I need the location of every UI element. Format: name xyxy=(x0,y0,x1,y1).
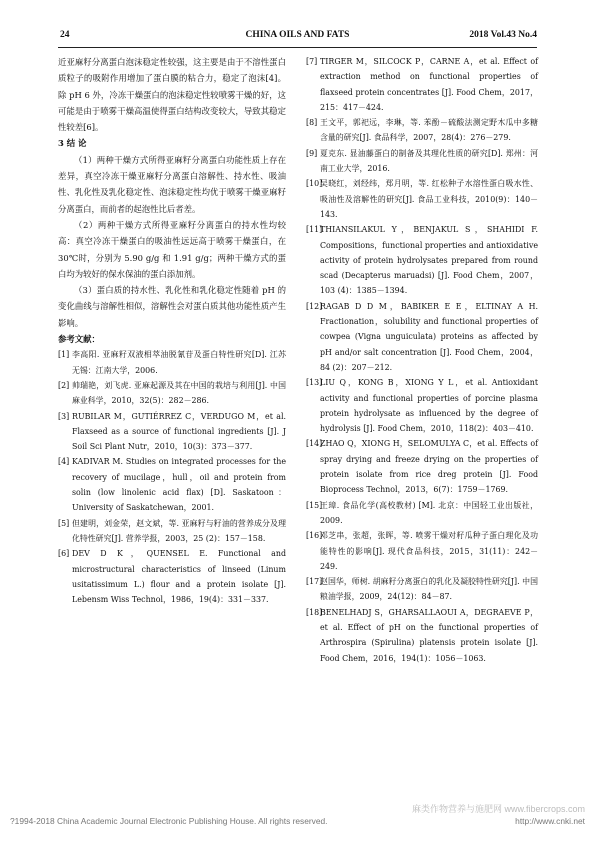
reference-item xyxy=(58,409,286,455)
reference-number: [14] xyxy=(306,439,323,449)
reference-item xyxy=(306,146,538,177)
reference-item xyxy=(306,54,538,115)
reference-text: 吴晓红，刘经纬，郑月明，等. 红松种子水溶性蛋白吸水性、吸油性及溶解性的研究[J]. 食品工业科技，2010(9)：140－143. xyxy=(320,179,538,219)
reference-number: [7] xyxy=(306,57,318,66)
references-heading: 参考文献： xyxy=(58,334,100,345)
reference-text: 王璋. 食品化学(高校教材) [M]. 北京：中国轻工业出版社，2009. xyxy=(320,500,538,525)
reference-item xyxy=(306,436,538,497)
reference-number: [10] xyxy=(306,179,323,189)
watermark: 麻类作物营养与施肥网 www.fibercrops.com xyxy=(411,804,585,814)
reference-number: [12] xyxy=(306,301,323,311)
reference-number: [13] xyxy=(306,378,323,388)
reference-number: [9] xyxy=(306,148,318,158)
reference-item xyxy=(306,299,538,375)
conclusion-item-1: （1）两种干燥方式所得亚麻籽分离蛋白功能性质上存在差异，真空冷冻干燥亚麻籽分离蛋白溶解性、持水性、吸油性、乳化性及乳化稳定性、泡沫稳定性均优于喷雾干燥亚麻籽分离蛋白，而前者的起泡性比后者差。 xyxy=(58,154,286,214)
reference-number: [11] xyxy=(306,225,323,235)
reference-number: [17] xyxy=(306,577,323,587)
reference-item xyxy=(306,222,538,298)
reference-text: RUBILAR M，GUTIÉRREZ C，VERDUGO M，et al. Flaxseed as a source of functional ingredients [J]. J Soil Sci Plant Nutr，2010，10(3)：373－377. xyxy=(72,411,286,452)
reference-text: 王文平，郭祀远，李琳，等. 苯酚－硫酸法测定野木瓜中多糖含量的研究[J]. 食品科学，2007，28(4)：276－279. xyxy=(320,118,538,143)
reference-text: DEV D K，QUENSEL E. Functional and microstructural characteristics of linseed (Linum usitatissimum L.) flour and a protein isolate [J]. Lebensm Wiss Technol，1986，19(4)：331－337. xyxy=(72,549,286,605)
reference-text: 夏克东. 显油藤蛋白的制备及其理化性质的研究[D]. 郑州：河南工业大学，2016. xyxy=(320,148,538,174)
reference-number: [16] xyxy=(306,531,323,541)
reference-number: [3] xyxy=(58,411,70,421)
reference-text: LIU Q，KONG B，XIONG Y L，et al. Antioxidant activity and functional properties of porcine plasma protein hydrolysate as influenced by the degree of hydrolysis [J]. Food Chem，2010，118(2)：403－410. xyxy=(320,378,538,434)
reference-text: RAGAB D D M，BABIKER E E，ELTINAY A H. Fractionation，solubility and functional properties of cowpea (Vigna unguiculata) proteins as affected by pH and/or salt concentration [J]. Food Chem，2004，84 (2)：207－212. xyxy=(320,301,538,372)
reference-list-right xyxy=(306,54,538,666)
reference-number: [18] xyxy=(306,607,323,617)
conclusion-item-2: （2）两种干燥方式所得亚麻籽分离蛋白的持水性均较高：真空冷冻干燥蛋白的吸油性远远高于喷雾干燥蛋白，在 30℃时，分别为 5.90 g/g 和 1.91 g/g；两种干燥方式的蛋白均为较好的保水保油的蛋白添加剂。 xyxy=(58,219,286,279)
reference-text: ZHAO Q，XIONG H，SELOMULYA C，et al. Effects of spray drying and freeze drying on the properties of protein isolate from rice dreg protein [J]. Food Bioprocess Technol，2013，6(7)：1759－1769. xyxy=(320,439,538,495)
reference-list-left xyxy=(58,347,286,607)
reference-item xyxy=(58,378,286,409)
page-number: 24 xyxy=(60,30,70,40)
reference-item xyxy=(58,516,286,547)
reference-text: 帅瑞艳，刘飞虎. 亚麻起源及其在中国的栽培与利用[J]. 中国麻业科学，2010，32(5)：282－286. xyxy=(72,380,286,406)
reference-item xyxy=(306,115,538,146)
reference-item xyxy=(306,528,538,574)
reference-text: BENELHADJ S，GHARSALLAOUI A，DEGRAEVE P，et al. Effect of pH on the functional properties of Arthrospira (Spirulina) platensis protein isolate [J]. Food Chem，2016，194(1)：1056－1063. xyxy=(320,607,538,663)
reference-item xyxy=(306,375,538,436)
reference-item xyxy=(306,574,538,605)
page-footer xyxy=(10,804,585,832)
left-column xyxy=(58,54,286,607)
reference-item xyxy=(58,454,286,515)
volume-issue: 2018 Vol.43 No.4 xyxy=(469,30,537,40)
section-heading-conclusion: 3 结 论 xyxy=(58,138,87,149)
journal-title: CHINA OILS AND FATS xyxy=(245,30,350,40)
conclusion-item-3: （3）蛋白质的持水性、乳化性和乳化稳定性随着 pH 的变化曲线与溶解性相似，溶解性会对蛋白质其他功能性质产生影响。 xyxy=(58,285,286,328)
reference-number: [4] xyxy=(58,457,70,467)
site-link[interactable]: http://www.cnki.net xyxy=(515,816,585,826)
reference-text: TIRGER M，SILCOCK P，CARNE A，et al. Effect of extraction method on functional properties of flaxseed protein concentrates [J]. Food Chem，2017，215：417－424. xyxy=(320,57,538,112)
reference-item xyxy=(306,498,538,529)
reference-item xyxy=(306,176,538,222)
reference-number: [5] xyxy=(58,518,70,528)
reference-text: 但建明，刘金荣，赵文斌，等. 亚麻籽与籽油的营养成分及理化特性研究[J]. 营养学报，2003，25 (2)：157－158. xyxy=(72,518,286,543)
reference-text: 赵国华，师树. 胡麻籽分离蛋白的乳化及凝胶特性研究[J]. 中国粮油学报，2009，24(12)：84－87. xyxy=(320,577,538,602)
reference-item xyxy=(58,546,286,607)
reference-number: [15] xyxy=(306,500,323,510)
reference-text: 李高阳. 亚麻籽双液相萃油脱氰苷及蛋白特性研究[D]. 江苏 无锡：江南大学，2006. xyxy=(72,350,286,375)
reference-number: [1] xyxy=(58,350,70,360)
reference-text: THIANSILAKUL Y，BENJAKUL S，SHAHIDI F. Compositions，functional properties and antioxidative activity of protein hydrolysates prepared from round scad (Decapterus maruadsi) [J]. Food Chem，2007，103 (4)：1385－1394. xyxy=(320,225,538,296)
reference-item xyxy=(306,605,538,666)
reference-number: [6] xyxy=(58,549,70,559)
reference-text: 邓芝串，张超，张晖，等. 喷雾干燥对籽瓜种子蛋白理化及功能特性的影响[J]. 现代食品科技，2015，31(11)：242－249. xyxy=(320,531,538,571)
header-rule xyxy=(58,47,537,48)
reference-number: [8] xyxy=(306,118,318,128)
copyright-notice: ?1994-2018 China Academic Journal Electronic Publishing House. All rights reserved. xyxy=(10,816,328,826)
page-header xyxy=(58,30,537,48)
right-column xyxy=(306,54,538,666)
paragraph-foam-stability: 近亚麻籽分离蛋白泡沫稳定性较强，这主要是由于不溶性蛋白质粒子的吸附作用增加了蛋白膜的粘合力，稳定了泡沫[4]。除 pH 6 外，冷冻干燥蛋白的泡沫稳定性较喷雾干燥的好，这可能是由于喷雾干燥高温使得蛋白结构改变较大，导致其稳定性较差[6]。 xyxy=(58,57,286,133)
reference-number: [2] xyxy=(58,380,70,390)
reference-item xyxy=(58,347,286,378)
reference-text: KADIVAR M. Studies on integrated processes for the recovery of mucilage，hull，oil and protein from solin (low linolenic acid flax) [D]. Saskatoon：University of Saskatchewan，2001. xyxy=(72,457,286,513)
